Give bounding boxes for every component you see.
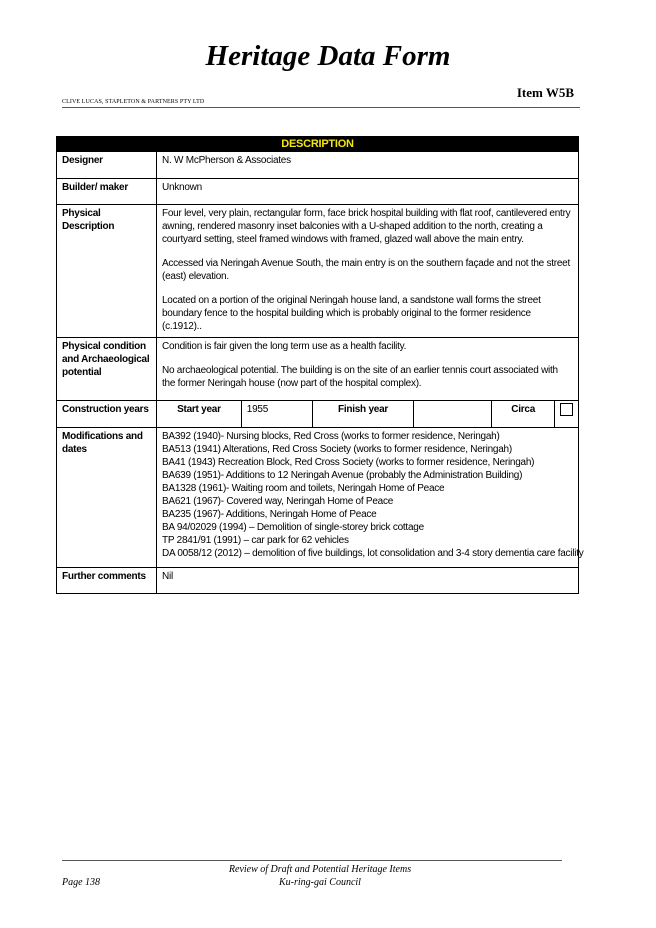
physical-condition-value [157, 338, 579, 401]
page-number [62, 876, 100, 889]
footer-line-council: Ku-ring-gai Council [279, 877, 361, 888]
header-divider [62, 107, 580, 108]
modification-entry: DA 0058/12 (2012) – demolition of five buildings, lot consolidation and 3-4 story dementia care facility [162, 548, 584, 559]
row-builder [57, 179, 579, 205]
footer-caption [180, 863, 460, 889]
row-modifications [57, 428, 579, 568]
modification-entry: TP 2841/91 (1991) – car park for 62 vehicles [162, 535, 349, 546]
physical-condition-label: Physical condition and Archaeological potential [57, 338, 157, 401]
finish-year-value [414, 401, 492, 427]
modification-entry: BA235 (1967)- Additions, Neringah Home of Peace [162, 509, 377, 520]
builder-value: Unknown [157, 179, 579, 205]
builder-label: Builder/ maker [57, 179, 157, 205]
section-banner: DESCRIPTION [57, 137, 579, 152]
start-year-label: Start year [157, 401, 242, 427]
modification-entry: BA513 (1941) Alterations, Red Cross Society (works to former residence, Neringah) [162, 444, 512, 455]
modification-entry: BA41 (1943) Recreation Block, Red Cross Society (works to former residence, Neringah) [162, 457, 535, 468]
modification-entry: BA 94/02029 (1994) – Demolition of single-storey brick cottage [162, 522, 424, 533]
company-name: CLIVE LUCAS, STAPLETON & PARTNERS PTY LTD [62, 99, 205, 105]
physical-condition-paragraph: Condition is fair given the long term use as a health facility. [162, 341, 407, 352]
row-construction-years [57, 401, 579, 428]
modifications-label: Modifications and dates [57, 428, 157, 568]
row-physical-condition [57, 338, 579, 401]
modification-entry: BA1328 (1961)- Waiting room and toilets, Neringah Home of Peace [162, 483, 445, 494]
construction-years-label: Construction years [57, 401, 157, 428]
description-table [56, 136, 584, 594]
row-further-comments [57, 568, 579, 594]
circa-label: Circa [492, 401, 555, 427]
physical-condition-paragraph: No archaeological potential. The building is on the site of an earlier tennis court associated with the former Neringah house (now part of the hospital complex). [162, 365, 558, 389]
physical-description-paragraph: Accessed via Neringah Avenue South, the main entry is on the southern façade and not the street (east) elevation. [162, 258, 571, 282]
row-physical-description [57, 205, 579, 338]
start-year-value: 1955 [242, 401, 313, 427]
footer-line-review: Review of Draft and Potential Heritage Items [228, 864, 412, 875]
finish-year-label: Finish year [313, 401, 415, 427]
designer-label: Designer [57, 152, 157, 179]
modifications-value [157, 428, 584, 568]
modification-entry: BA392 (1940)- Nursing blocks, Red Cross (works to former residence, Neringah) [162, 431, 500, 442]
item-number: Item W5B [516, 85, 574, 100]
further-comments-label: Further comments [57, 568, 157, 594]
page-label: Page [62, 877, 83, 888]
modification-entry: BA639 (1951)- Additions to 12 Neringah Avenue (probably the Administration Building) [162, 470, 523, 481]
circa-checkbox-cell [555, 401, 578, 427]
modification-entry: BA621 (1967)- Covered way, Neringah Home of Peace [162, 496, 394, 507]
construction-years-grid [157, 401, 579, 428]
page-value: 138 [85, 877, 101, 888]
form-title: Heritage Data Form [205, 40, 451, 72]
banner-row [57, 137, 579, 152]
physical-description-paragraph: Four level, very plain, rectangular form, face brick hospital building with flat roof, cantilevered entry awning, rendered masonry inset balconies with a U-shaped addition to the north, creating a courtyard setting, steel framed windows with framed, glazed wall above the main entry. [162, 208, 571, 245]
row-designer [57, 152, 579, 179]
further-comments-value: Nil [157, 568, 579, 594]
circa-checkbox[interactable] [560, 403, 573, 416]
physical-description-value [157, 205, 579, 338]
footer-divider [62, 860, 562, 861]
designer-value: N. W McPherson & Associates [157, 152, 579, 179]
physical-description-paragraph: Located on a portion of the original Neringah house land, a sandstone wall forms the street boundary fence to the hospital building which is probably original to the former residence (c.1912).. [162, 295, 541, 332]
physical-description-label: Physical Description [57, 205, 157, 338]
